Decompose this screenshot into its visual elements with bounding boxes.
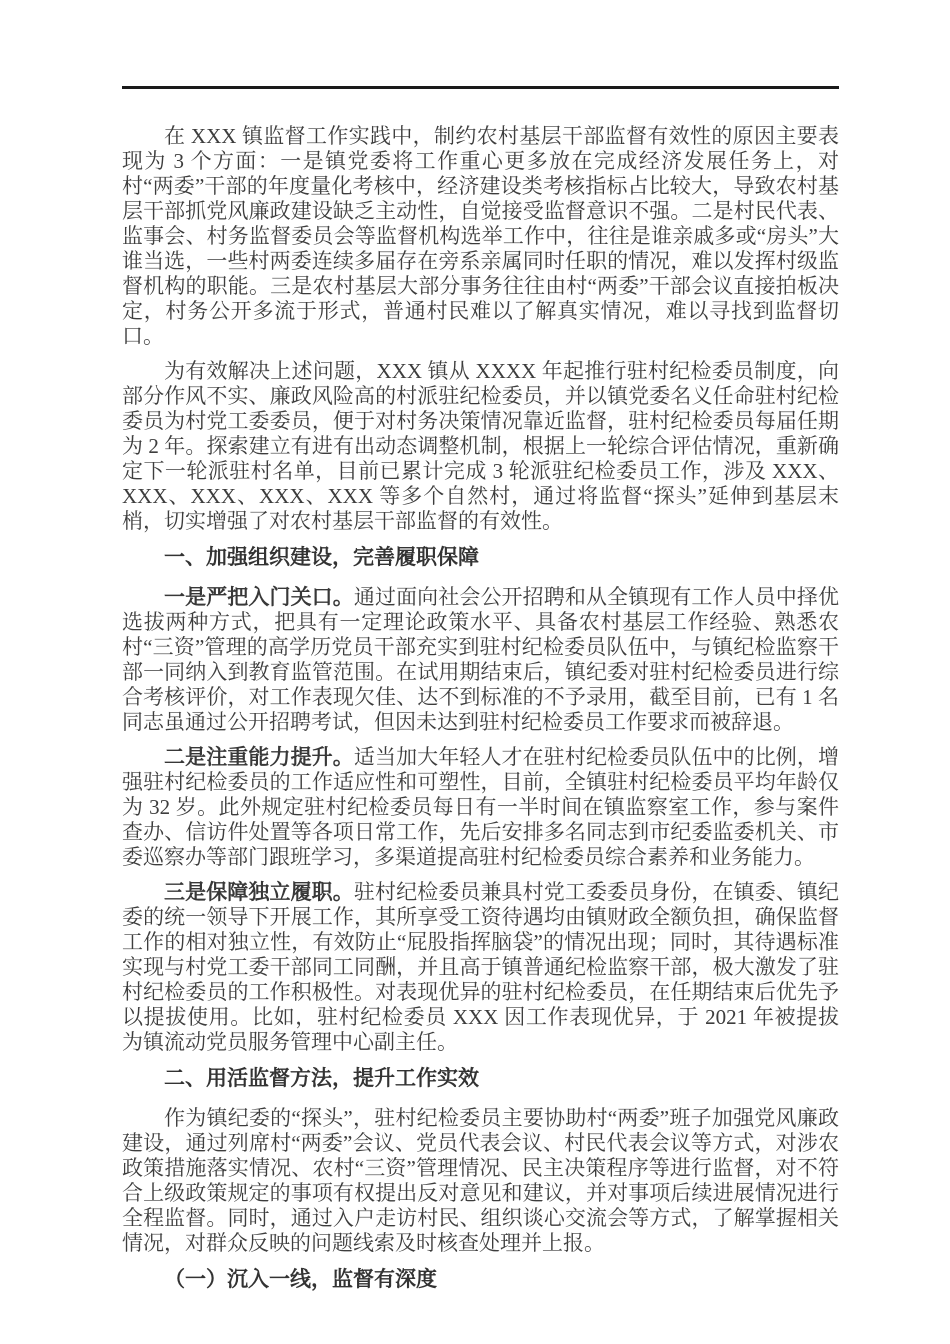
paragraph-text-3: 驻村纪检委员兼具村党工委委员身份，在镇委、镇纪委的统一领导下开展工作，其所享受工资待遇均由镇财政全额负担，确保监督工作的相对独立性，有效防止“屁股指挥脑袋”的情况出现；同时，其待遇标准实现与村党工委干部同工同酬，并且高于镇普通纪检监察干部，极大激发了驻村纪检委员的工作积极性。对表现优异的驻村纪检委员，在任期结束后优先予以提拔使用。比如，驻村纪检委员 XXX 因工作表现优异，于 2021 年被提拔为镇流动党员服务管理中心副主任。 xyxy=(122,880,840,1054)
subsection-heading-one: （一）沉入一线，监督有深度 xyxy=(164,1268,437,1291)
paragraph-lead-2: 二是注重能力提升。 xyxy=(164,746,354,769)
paragraph-lead-1: 一是严把入门关口。 xyxy=(164,586,354,609)
paragraph-intro-problems: 在 XXX 镇监督工作实践中，制约农村基层干部监督有效性的原因主要表现为 3 个方面：一是镇党委将工作重心更多放在完成经济发展任务上，对村“两委”干部的年度量化考核中，经济建设类考核指标占比较大，导致农村基层干部抓党风廉政建设缺乏主动性，自觉接受监督意识不强。二是村民代表、监事会、村务监督委员会等监督机构选举工作中，往往是谁亲戚多或“房头”大谁当选，一些村两委连续多届存在旁系亲属同时任职的情况，难以发挥村级监督机构的职能。三是农村基层大部分事务往往由村“两委”干部会议直接拍板决定，村务公开多流于形式，普通村民难以了解真实情况，难以寻找到监督切口。 xyxy=(122,124,839,348)
section-heading-two: 二、用活监督方法，提升工作实效 xyxy=(164,1067,479,1090)
paragraph-point-capability xyxy=(122,745,839,870)
paragraph-intro-solution: 为有效解决上述问题，XXX 镇从 XXXX 年起推行驻村纪检委员制度，向部分作风不实、廉政风险高的村派驻纪检委员，并以镇党委名义任命驻村纪检委员为村党工委委员，便于对村务决策情况靠近监督，驻村纪检委员每届任期为 2 年。探索建立有进有出动态调整机制，根据上一轮综合评估情况，重新确定下一轮派驻村名单，目前已累计完成 3 轮派驻纪检委员工作，涉及 XXX、XXX、XXX、XXX、XXX 等多个自然村，通过将监督“探头”延伸到基层末梢，切实增强了对农村基层干部监督的有效性。 xyxy=(122,359,839,533)
paragraph-point-independence xyxy=(122,880,839,1055)
section-heading-one: 一、加强组织建设，完善履职保障 xyxy=(164,546,479,569)
paragraph-text-1: 通过面向社会公开招聘和从全镇现有工作人员中择优选拔两种方式，把具有一定理论政策水平、具备农村基层工作经验、熟悉农村“三资”管理的高学历党员干部充实到驻村纪检委员队伍中，与镇纪检监察干部一同纳入到教育监管范围。在试用期结束后，镇纪委对驻村纪检委员进行综合考核评价，对工作表现欠佳、达不到标准的不予录用，截至目前，已有 1 名同志虽通过公开招聘考试，但因未达到驻村纪检委员工作要求而被辞退。 xyxy=(122,585,840,734)
document-body xyxy=(122,89,839,1292)
paragraph-point-entry-control xyxy=(122,585,839,735)
paragraph-supervision-methods: 作为镇纪委的“探头”，驻村纪检委员主要协助村“两委”班子加强党风廉政建设，通过列席村“两委”会议、党员代表会议、村民代表会议等方式，对涉农政策措施落实情况、农村“三资”管理情况、民主决策程序等进行监督，对不符合上级政策规定的事项有权提出反对意见和建议，并对事项后续进展情况进行全程监督。同时，通过入户走访村民、组织谈心交流会等方式，了解掌握相关情况，对群众反映的问题线索及时核查处理并上报。 xyxy=(122,1106,839,1255)
paragraph-text-2: 适当加大年轻人才在驻村纪检委员队伍中的比例，增强驻村纪检委员的工作适应性和可塑性，目前，全镇驻村纪检委员平均年龄仅为 32 岁。此外规定驻村纪检委员每日有一半时间在镇监察室工作，参与案件查办、信访件处置等各项日常工作，先后安排多名同志到市纪委监委机关、市委巡察办等部门跟班学习，多渠道提高驻村纪检委员综合素养和业务能力。 xyxy=(122,745,840,869)
paragraph-lead-3: 三是保障独立履职。 xyxy=(164,881,354,904)
